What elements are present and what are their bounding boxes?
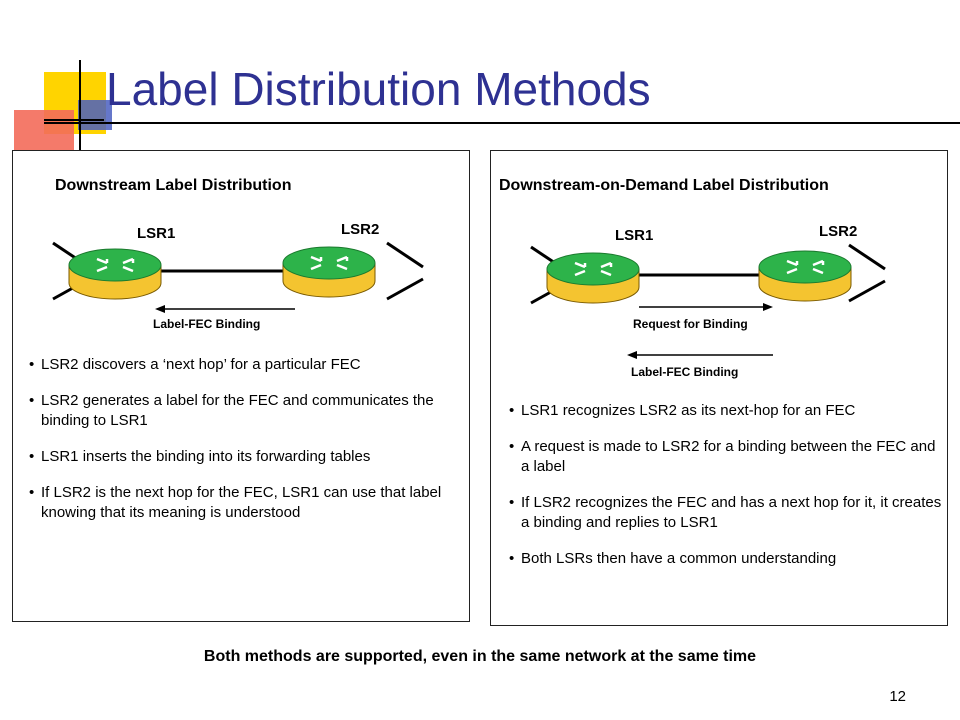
list-item: • If LSR2 is the next hop for the FEC, LSR1 can use that label knowing that its meaning is understood	[29, 484, 442, 521]
list-item: • A request is made to LSR2 for a binding between the FEC and a label	[509, 438, 936, 475]
panel-heading: Downstream-on-Demand Label Distribution	[499, 177, 829, 194]
request-for-binding-caption: Request for Binding	[633, 317, 748, 331]
horizontal-line	[44, 119, 104, 121]
slide-number: 12	[889, 688, 906, 705]
bullet-list	[509, 401, 945, 585]
router-label-lsr2: LSR2	[341, 221, 380, 238]
list-item: • LSR1 recognizes LSR2 as its next-hop for an FEC	[509, 402, 856, 419]
downstream-panel	[12, 150, 470, 622]
router-icon	[69, 249, 161, 299]
title-underline	[44, 122, 960, 124]
router-icon	[547, 253, 639, 303]
downstream-on-demand-panel	[490, 150, 948, 626]
label-fec-binding-caption: Label-FEC Binding	[153, 317, 261, 331]
router-label-lsr2: LSR2	[819, 223, 858, 240]
left-arrow	[627, 351, 773, 359]
footer-note: Both methods are supported, even in the same network at the same time	[203, 648, 757, 665]
list-item: • LSR2 discovers a ‘next hop’ for a particular FEC	[29, 356, 361, 373]
page-title: Label Distribution Methods	[106, 63, 651, 115]
router-label-lsr1: LSR1	[137, 225, 176, 242]
router-icon	[283, 247, 375, 297]
bullet-list	[29, 355, 465, 539]
list-item: • LSR1 inserts the binding into its forwarding tables	[29, 448, 371, 465]
list-item: • Both LSRs then have a common understanding	[509, 550, 837, 567]
list-item: • If LSR2 recognizes the FEC and has a next hop for it, it creates a binding and replies to LSR1	[509, 494, 942, 531]
left-arrow	[155, 305, 295, 313]
vertical-line	[79, 60, 81, 160]
right-arrow	[639, 303, 773, 311]
router-icon	[759, 251, 851, 301]
router-label-lsr1: LSR1	[615, 227, 654, 244]
panel-heading: Downstream Label Distribution	[55, 177, 292, 194]
label-fec-binding-caption: Label-FEC Binding	[631, 365, 739, 379]
list-item: • LSR2 generates a label for the FEC and communicates the binding to LSR1	[29, 392, 434, 429]
